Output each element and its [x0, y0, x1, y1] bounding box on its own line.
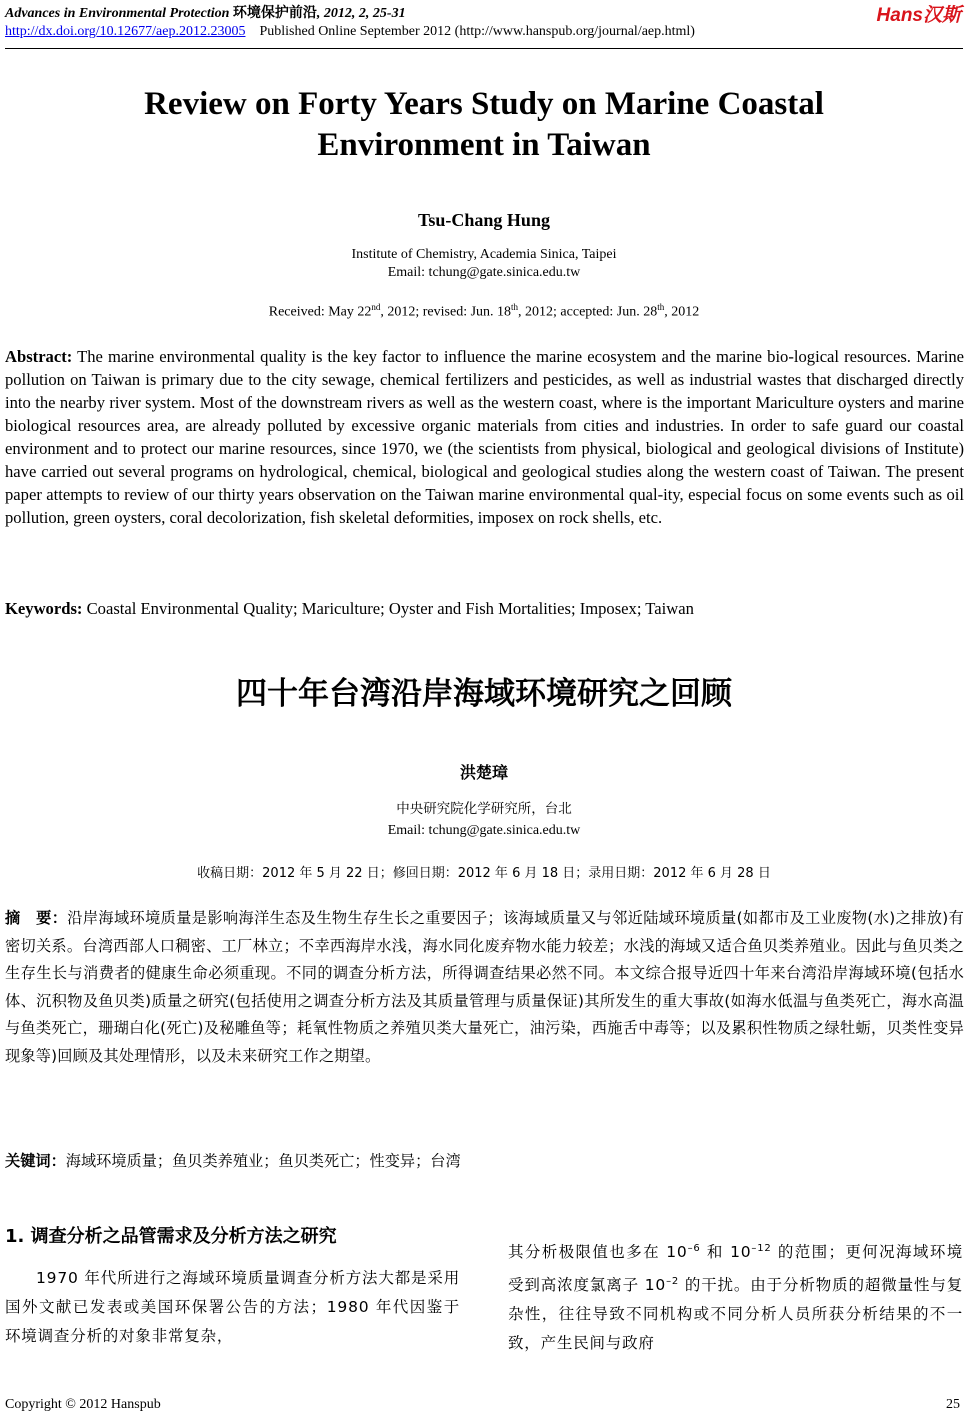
keywords-text-cn: 海域环境质量；鱼贝类养殖业；鱼贝类死亡；性变异；台湾	[65, 1152, 461, 1170]
keywords	[5, 597, 964, 620]
paper-title	[60, 84, 908, 166]
revised-date: , 2012; revised: Jun. 18	[380, 304, 512, 320]
submission-dates-cn: 收稿日期：2012 年 5 月 22 日；修回日期：2012 年 6 月 18 日；录用日期：2012 年 6 月 28 日	[197, 866, 771, 881]
abstract	[5, 345, 964, 529]
paper-title-cn: 四十年台湾沿岸海域环境研究之回顾	[236, 676, 732, 712]
superscript: –12	[751, 1243, 772, 1254]
title-line-1: Review on Forty Years Study on Marine Coastal	[144, 86, 824, 122]
doi-link[interactable]: http://dx.doi.org/10.12677/aep.2012.23005	[5, 24, 246, 39]
author-name-cn: 洪楚璋	[459, 763, 508, 782]
received-sup: nd	[371, 302, 381, 312]
body-paragraph-right	[508, 1234, 963, 1358]
submission-dates	[0, 302, 968, 321]
keywords-cn	[5, 1150, 964, 1171]
author-email: Email: tchung@gate.sinica.edu.tw	[387, 265, 581, 280]
volume-info: , 2012, 2, 25-31	[316, 6, 406, 21]
body-column-left	[5, 1222, 460, 1351]
text-run: 的干扰。由于分析物质的超微量性与复杂性，往往导致不同机构或不同分析人员所获分析结果的不一致，产生民间与政府	[508, 1276, 964, 1353]
text-run: 的范围；更何况海域环境受到高浓度氯离子 10	[508, 1243, 964, 1295]
journal-name-cn: 环境保护前沿	[232, 6, 317, 21]
keywords-text: Coastal Environmental Quality; Mariculture; Oyster and Fish Mortalities; Imposex; Taiwan	[82, 599, 694, 618]
text-run: 和 10	[700, 1243, 752, 1262]
received-date: Received: May 22	[268, 304, 372, 320]
abstract-text: The marine environmental quality is the key factor to influence the marine ecosystem and the marine bio-logical resources. Marine pollution on Taiwan is primary due to the city sewage, chemical fertilizers and pesticides, as well as industrial wastes that discharged directly into the nearby river system. Most of the downstream rivers as well as the western coast, where is the important Mariculture oysters and marine biological resources area, are already polluted by excessive organic materials from cities and industries. In order to safe guard our coastal environment and to protect our marine resources, since 1970, we (the scientists from physical, biological and geological divisions of Institute) have carried out several programs on hydrological, chemical, biological and geological studies along the western coast of Taiwan. The present paper attempts to review of our thirty years observation on the Taiwan marine environmental qual-ity, especial focus on some events such as oil pollution, green oysters, coral decolorization, fish skeletal deformities, imposex on rock shells, etc.	[5, 347, 964, 527]
body-column-right	[508, 1234, 963, 1358]
section-heading: 1. 调查分析之品管需求及分析方法之研究	[5, 1226, 337, 1247]
journal-name: Advances in Environmental Protection	[5, 6, 230, 21]
accepted-sup: th	[657, 302, 665, 312]
text-run: 其分析极限值也多在 10	[508, 1243, 688, 1262]
abstract-text-cn: 沿岸海域环境质量是影响海洋生态及生物生存生长之重要因子；该海域质量又与邻近陆域环境质量(如都市及工业废物(水)之排放)有密切关系。台湾西部人口稠密、工厂林立；不幸西海岸水浅，海水同化废弃物水能力较差；水浅的海域又适合鱼贝类养殖业。因此与鱼贝类之生存生长与消费者的健康生命必须重现。不同的调查分析方法，所得调查结果必然不同。本文综合报导近四十年来台湾沿岸海域环境(包括水体、沉积物及鱼贝类)质量之研究(包括使用之调查分析方法及其质量管理与质量保证)其所发生的重大事故(如海水低温与鱼类死亡，海水高温与鱼类死亡，珊瑚白化(死亡)及秘雕鱼等；耗氧性物质之养殖贝类大量死亡，油污染，西施舌中毒等；以及累积性物质之绿牡蛎，贝类性变异现象等)回顾及其处理情形，以及未来研究工作之期望。	[5, 909, 964, 1065]
dates-suffix: , 2012	[664, 304, 700, 320]
hanspub-logo: Hans汉斯	[876, 5, 961, 26]
affiliation-text: Institute of Chemistry, Academia Sinica, Taipei	[351, 247, 617, 262]
author-name: Tsu-Chang Hung	[418, 210, 550, 230]
abstract-label-cn: 摘 要：	[5, 909, 68, 927]
abstract-label: Abstract:	[5, 347, 73, 366]
accepted-date: , 2012; accepted: Jun. 28	[518, 304, 658, 320]
superscript: –6	[687, 1243, 701, 1254]
author-affiliation	[0, 246, 968, 282]
affiliation-text-cn: 中央研究院化学研究所，台北	[396, 801, 572, 817]
abstract-cn	[5, 905, 964, 1070]
keywords-label-cn: 关键词：	[5, 1152, 66, 1170]
copyright-footer: Copyright © 2012 Hanspub	[5, 1397, 161, 1412]
journal-header	[5, 0, 963, 49]
revised-sup: th	[511, 302, 519, 312]
keywords-label: Keywords:	[5, 599, 83, 618]
body-paragraph-left: 1970 年代所进行之海域环境质量调查分析方法大都是采用国外文献已发表或美国环保署公告的方法；1980 年代因鉴于环境调查分析的对象非常复杂，	[5, 1269, 460, 1345]
author-affiliation-cn	[0, 798, 968, 842]
superscript: –2	[666, 1276, 680, 1288]
author-email-cn: Email: tchung@gate.sinica.edu.tw	[387, 823, 581, 838]
title-line-2: Environment in Taiwan	[317, 127, 651, 163]
page-number: 25	[946, 1397, 960, 1412]
journal-citation	[5, 2, 406, 22]
published-online: Published Online September 2012 (http://www.hanspub.org/journal/aep.html)	[259, 24, 695, 39]
doi-line	[5, 24, 695, 40]
